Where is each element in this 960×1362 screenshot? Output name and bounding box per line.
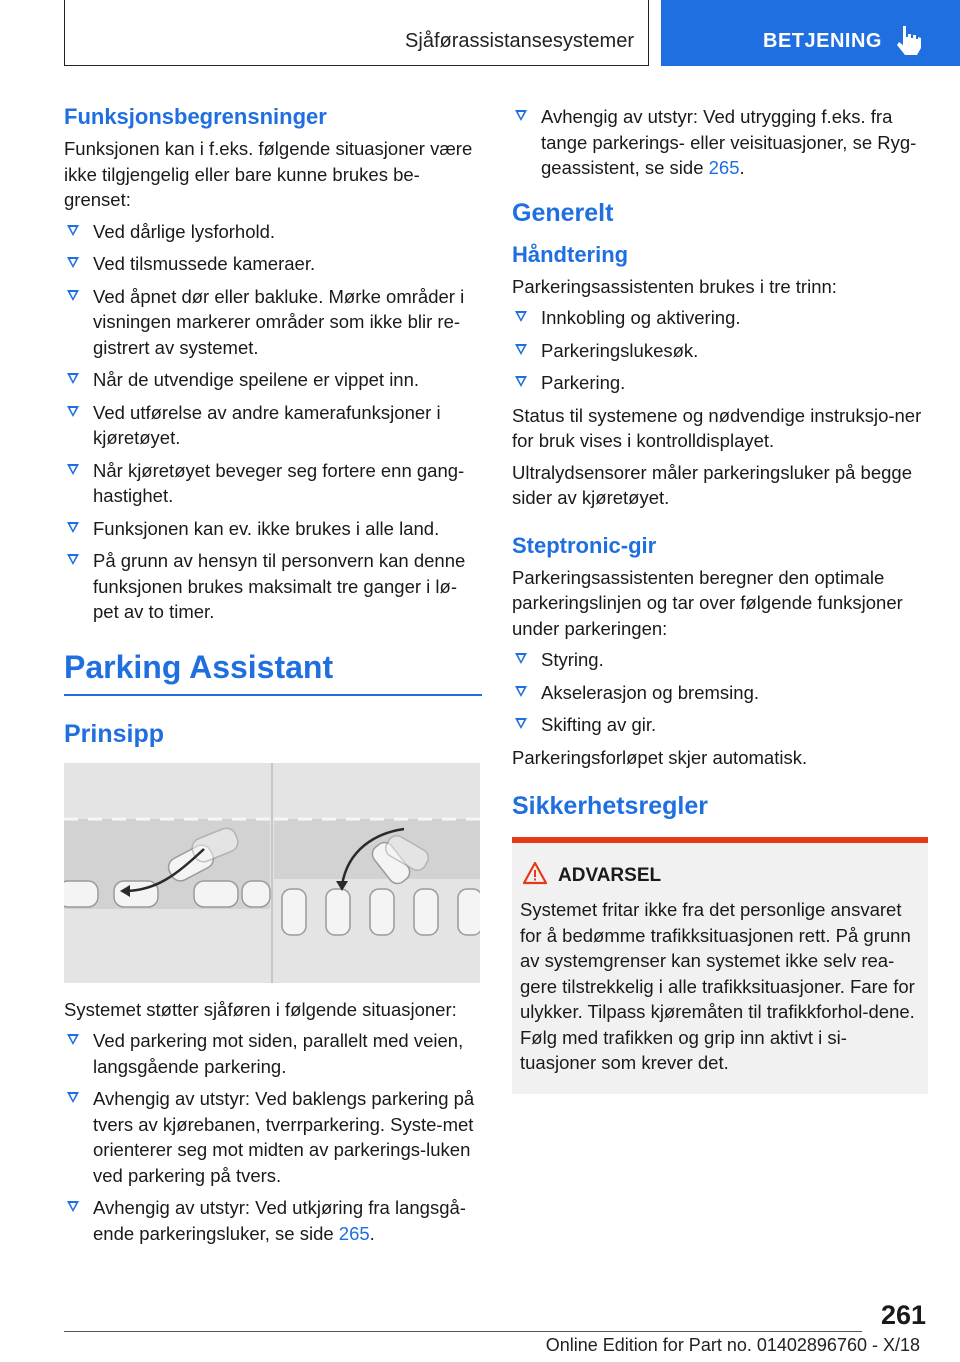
list-item: Parkeringslukesøk. <box>512 338 928 364</box>
header-section-title: Sjåførassistansesystemer <box>405 30 634 52</box>
list-item: Avhengig av utstyr: Ved baklengs parkering på tvers av kjørebanen, tverrparkering. Syste-met orienterer seg mot midten av parkerings-luken ved parkering på tvers. <box>64 1086 482 1188</box>
handling-paragraph: Ultralydsensorer måler parkeringsluker på begge sider av kjøretøyet. <box>512 461 912 508</box>
warning-box <box>512 837 928 1094</box>
list-item: Ved parkering mot siden, parallelt med veien, langsgående parkering. <box>64 1028 482 1079</box>
list-item: Ved åpnet dør eller bakluke. Mørke områder i visningen markerer områder som ikke blir re-gistrert av systemet. <box>64 284 482 361</box>
parking-scene-image <box>64 763 480 983</box>
header-chapter-title: BETJENING <box>763 30 882 52</box>
limits-heading: Funksjonsbegrensninger <box>64 104 327 129</box>
list-item: Styring. <box>512 647 928 673</box>
list-item: Ved dårlige lysforhold. <box>64 219 482 245</box>
list-item: Ved tilsmussede kameraer. <box>64 251 482 277</box>
page-link[interactable]: 265 <box>338 1222 370 1244</box>
handling-paragraph: Status til systemene og nødvendige instruksjo-ner for bruk vises i kontrolldisplayet. <box>512 404 922 451</box>
principle-heading: Prinsipp <box>64 719 165 748</box>
header-chapter-box <box>661 0 960 66</box>
list-item: Når kjøretøyet beveger seg fortere enn gang-hastighet. <box>64 458 482 509</box>
page-link[interactable]: 265 <box>708 157 740 178</box>
triangle-bullet-icon <box>67 225 79 236</box>
list-item: Avhengig av utstyr: Ved utrygging f.eks. fra tange parkerings- eller veisituasjoner, se Ryg-geassistent, se side 265. <box>512 104 928 181</box>
triangle-bullet-icon <box>67 1034 79 1045</box>
list-item: Ved utførelse av andre kamerafunksjoner i kjøretøyet. <box>64 400 482 451</box>
support-intro: Systemet støtter sjåføren i følgende situasjoner: <box>64 998 457 1020</box>
list-item: Skifting av gir. <box>512 712 928 738</box>
triangle-bullet-icon <box>67 373 79 384</box>
general-heading: Generelt <box>512 198 614 227</box>
page-number: 261 <box>880 1300 926 1330</box>
right-column <box>512 104 928 1094</box>
parking-illustration <box>64 763 480 983</box>
triangle-bullet-icon <box>67 522 79 533</box>
triangle-bullet-icon <box>515 344 527 355</box>
triangle-bullet-icon <box>515 686 527 697</box>
triangle-bullet-icon <box>67 464 79 475</box>
list-item: Når de utvendige speilene er vippet inn. <box>64 367 482 393</box>
steptronic-outro: Parkeringsforløpet skjer automatisk. <box>512 746 808 768</box>
warning-title: ADVARSEL <box>558 865 920 887</box>
triangle-bullet-icon <box>515 718 527 729</box>
heading-rule <box>64 694 482 696</box>
handling-list <box>512 305 928 396</box>
triangle-bullet-icon <box>67 257 79 268</box>
hand-pointer-icon <box>894 24 922 56</box>
triangle-bullet-icon <box>515 311 527 322</box>
limits-intro: Funksjonen kan i f.eks. følgende situasjoner være ikke tilgjengelig eller bare kunne brukes be-grenset: <box>64 138 473 210</box>
triangle-bullet-icon <box>67 1201 79 1212</box>
triangle-bullet-icon <box>515 376 527 387</box>
footer-rule <box>64 1331 862 1332</box>
triangle-bullet-icon <box>67 1092 79 1103</box>
limits-list <box>64 219 482 625</box>
warning-triangle-icon <box>522 861 548 885</box>
safety-heading: Sikkerhetsregler <box>512 792 708 820</box>
triangle-bullet-icon <box>67 406 79 417</box>
triangle-bullet-icon <box>515 653 527 664</box>
steptronic-heading: Steptronic-gir <box>512 532 657 558</box>
support-list <box>64 1028 482 1246</box>
list-item: På grunn av hensyn til personvern kan denne funksjonen brukes maksimalt tre ganger i lø-pet av to timer. <box>64 548 482 625</box>
left-column <box>64 104 482 1253</box>
list-item: Parkering. <box>512 370 928 396</box>
triangle-bullet-icon <box>67 290 79 301</box>
handling-intro: Parkeringsassistenten brukes i tre trinn: <box>512 275 837 297</box>
list-item: Innkobling og aktivering. <box>512 305 928 331</box>
parking-assistant-heading: Parking Assistant <box>64 648 334 685</box>
triangle-bullet-icon <box>515 110 527 121</box>
list-item: Avhengig av utstyr: Ved utkjøring fra langsgå-ende parkeringsluker, se side 265. <box>64 1195 482 1246</box>
steptronic-intro: Parkeringsassistenten beregner den optimale parkeringslinjen og tar over følgende funksjoner under parkeringen: <box>512 566 903 639</box>
top-list <box>512 104 928 181</box>
steptronic-list <box>512 647 928 738</box>
triangle-bullet-icon <box>67 554 79 565</box>
handling-heading: Håndtering <box>512 241 629 267</box>
list-item: Akselerasjon og bremsing. <box>512 680 928 706</box>
footer-edition: Online Edition for Part no. 01402896760 - X/18 <box>545 1335 920 1355</box>
header-section-box <box>64 0 649 66</box>
list-item: Funksjonen kan ev. ikke brukes i alle land. <box>64 516 482 542</box>
warning-text: Systemet fritar ikke fra det personlige ansvaret for å bedømme trafikksituasjonen rett. På grunn av systemgrenser kan systemet ikke selv rea-gere tilstrekkelig i alle trafikksituasjoner. Fare for ulykker. Tilpass kjøremåten til trafikkforhol-dene. Følg med trafikken og grip inn aktivt i si-tuasjoner som krever det. <box>520 899 915 1073</box>
